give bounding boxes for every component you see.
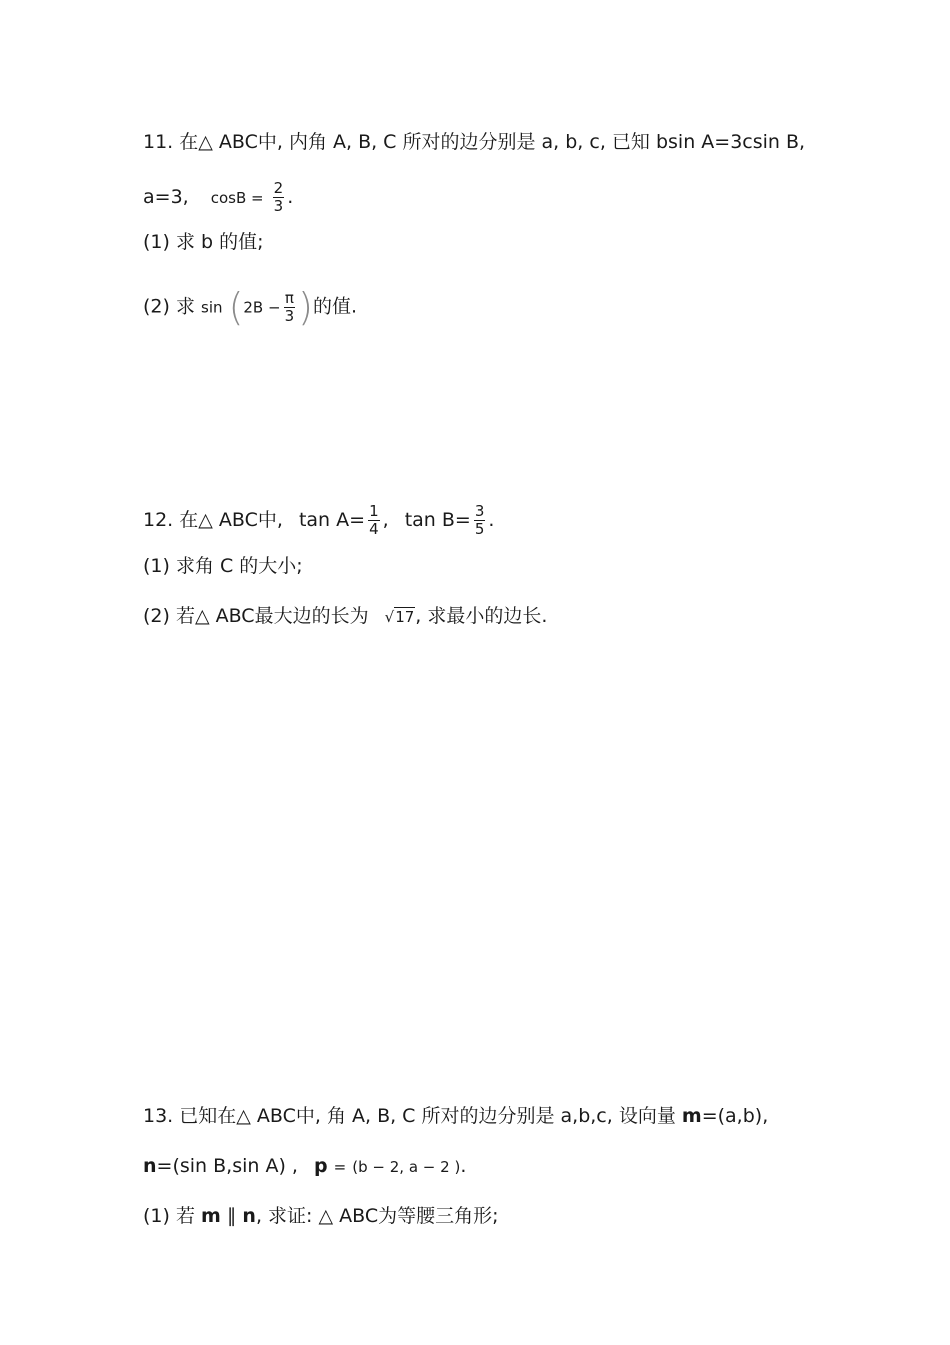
p12-tanB-fraction (474, 503, 486, 538)
p11-pi-fraction (284, 290, 296, 325)
p13-p-val: (b − 2, a − 2 ) (352, 1158, 461, 1176)
p12-q2-post: , 求最小的边长. (415, 605, 548, 627)
p12-tanA: tan A= (298, 509, 366, 531)
p12-tanA-fraction (368, 503, 380, 538)
p11-sin: sin (201, 298, 223, 317)
p11-end-dot: . (287, 186, 294, 208)
p11-stem-line1 (143, 130, 805, 154)
p12-tanB-den: 5 (474, 520, 485, 538)
p11-stem-line2 (143, 180, 293, 215)
p13-stem-text: 13. 已知在△ ABC中, 角 A, B, C 所对的边分别是 a,b,c, 设向量 (143, 1105, 676, 1127)
p11-cos-num: 2 (273, 179, 284, 197)
p11-q2 (143, 285, 357, 329)
p13-p-eq: = (333, 1158, 347, 1176)
p13-n-bold: n (143, 1155, 157, 1177)
p13-p-bold: p (314, 1155, 328, 1177)
p13-n-val: =(sin B,sin A) , (156, 1155, 298, 1177)
p12-comma: , (382, 509, 389, 531)
left-paren-icon: ( (228, 285, 244, 329)
p12-sqrt-val: 17 (395, 608, 415, 626)
p11-q1-text: (1) 求 b 的值; (143, 231, 264, 253)
p12-q1 (143, 554, 303, 578)
p11-cos-label: cosB = (210, 189, 264, 207)
p11-cos-den: 3 (273, 197, 284, 215)
p12-stem (143, 503, 494, 538)
p12-tanA-den: 4 (369, 520, 379, 538)
p13-stem-line2 (143, 1154, 466, 1179)
p13-q1-post: , 求证: △ ABC为等腰三角形; (255, 1205, 499, 1227)
p13-m-val: =(a,b), (701, 1105, 769, 1127)
parallel-icon: ∥ (226, 1205, 237, 1227)
p12-stem-pre: 12. 在△ ABC中, (143, 509, 283, 531)
p11-stem-text: 11. 在△ ABC中, 内角 A, B, C 所对的边分别是 a, b, c, 已知 bsin A=3csin B, (143, 131, 806, 153)
p11-q2-post: 的值. (312, 295, 357, 318)
p12-tanB-num: 3 (474, 502, 485, 520)
p13-q1 (143, 1204, 499, 1228)
right-paren-icon: ) (298, 285, 313, 329)
p12-tanB: tan B= (404, 509, 471, 531)
p11-pi-den: 3 (284, 306, 295, 325)
p11-arg-pre: 2B − (243, 298, 281, 317)
p13-q1-n: n (242, 1205, 256, 1227)
p13-q1-m: m (201, 1205, 221, 1227)
sqrt-icon: √17 (384, 608, 415, 626)
p11-q2-pre: (2) 求 (143, 295, 195, 318)
p12-q2-pre: (2) 若△ ABC最大边的长为 (143, 605, 369, 627)
p11-pi: π (284, 288, 294, 307)
p11-cos-fraction (273, 180, 285, 215)
p13-m-bold: m (681, 1105, 702, 1127)
p12-tanA-num: 1 (369, 502, 379, 520)
p11-q1 (143, 230, 264, 254)
p13-stem-line1 (143, 1104, 768, 1128)
p13-p-end: . (460, 1155, 467, 1177)
p12-q1-text: (1) 求角 C 的大小; (143, 555, 303, 577)
p11-a-given: a=3, (143, 186, 189, 208)
p12-q2 (143, 604, 547, 629)
p12-end-dot: . (488, 509, 495, 531)
p13-q1-pre: (1) 若 (143, 1205, 195, 1227)
